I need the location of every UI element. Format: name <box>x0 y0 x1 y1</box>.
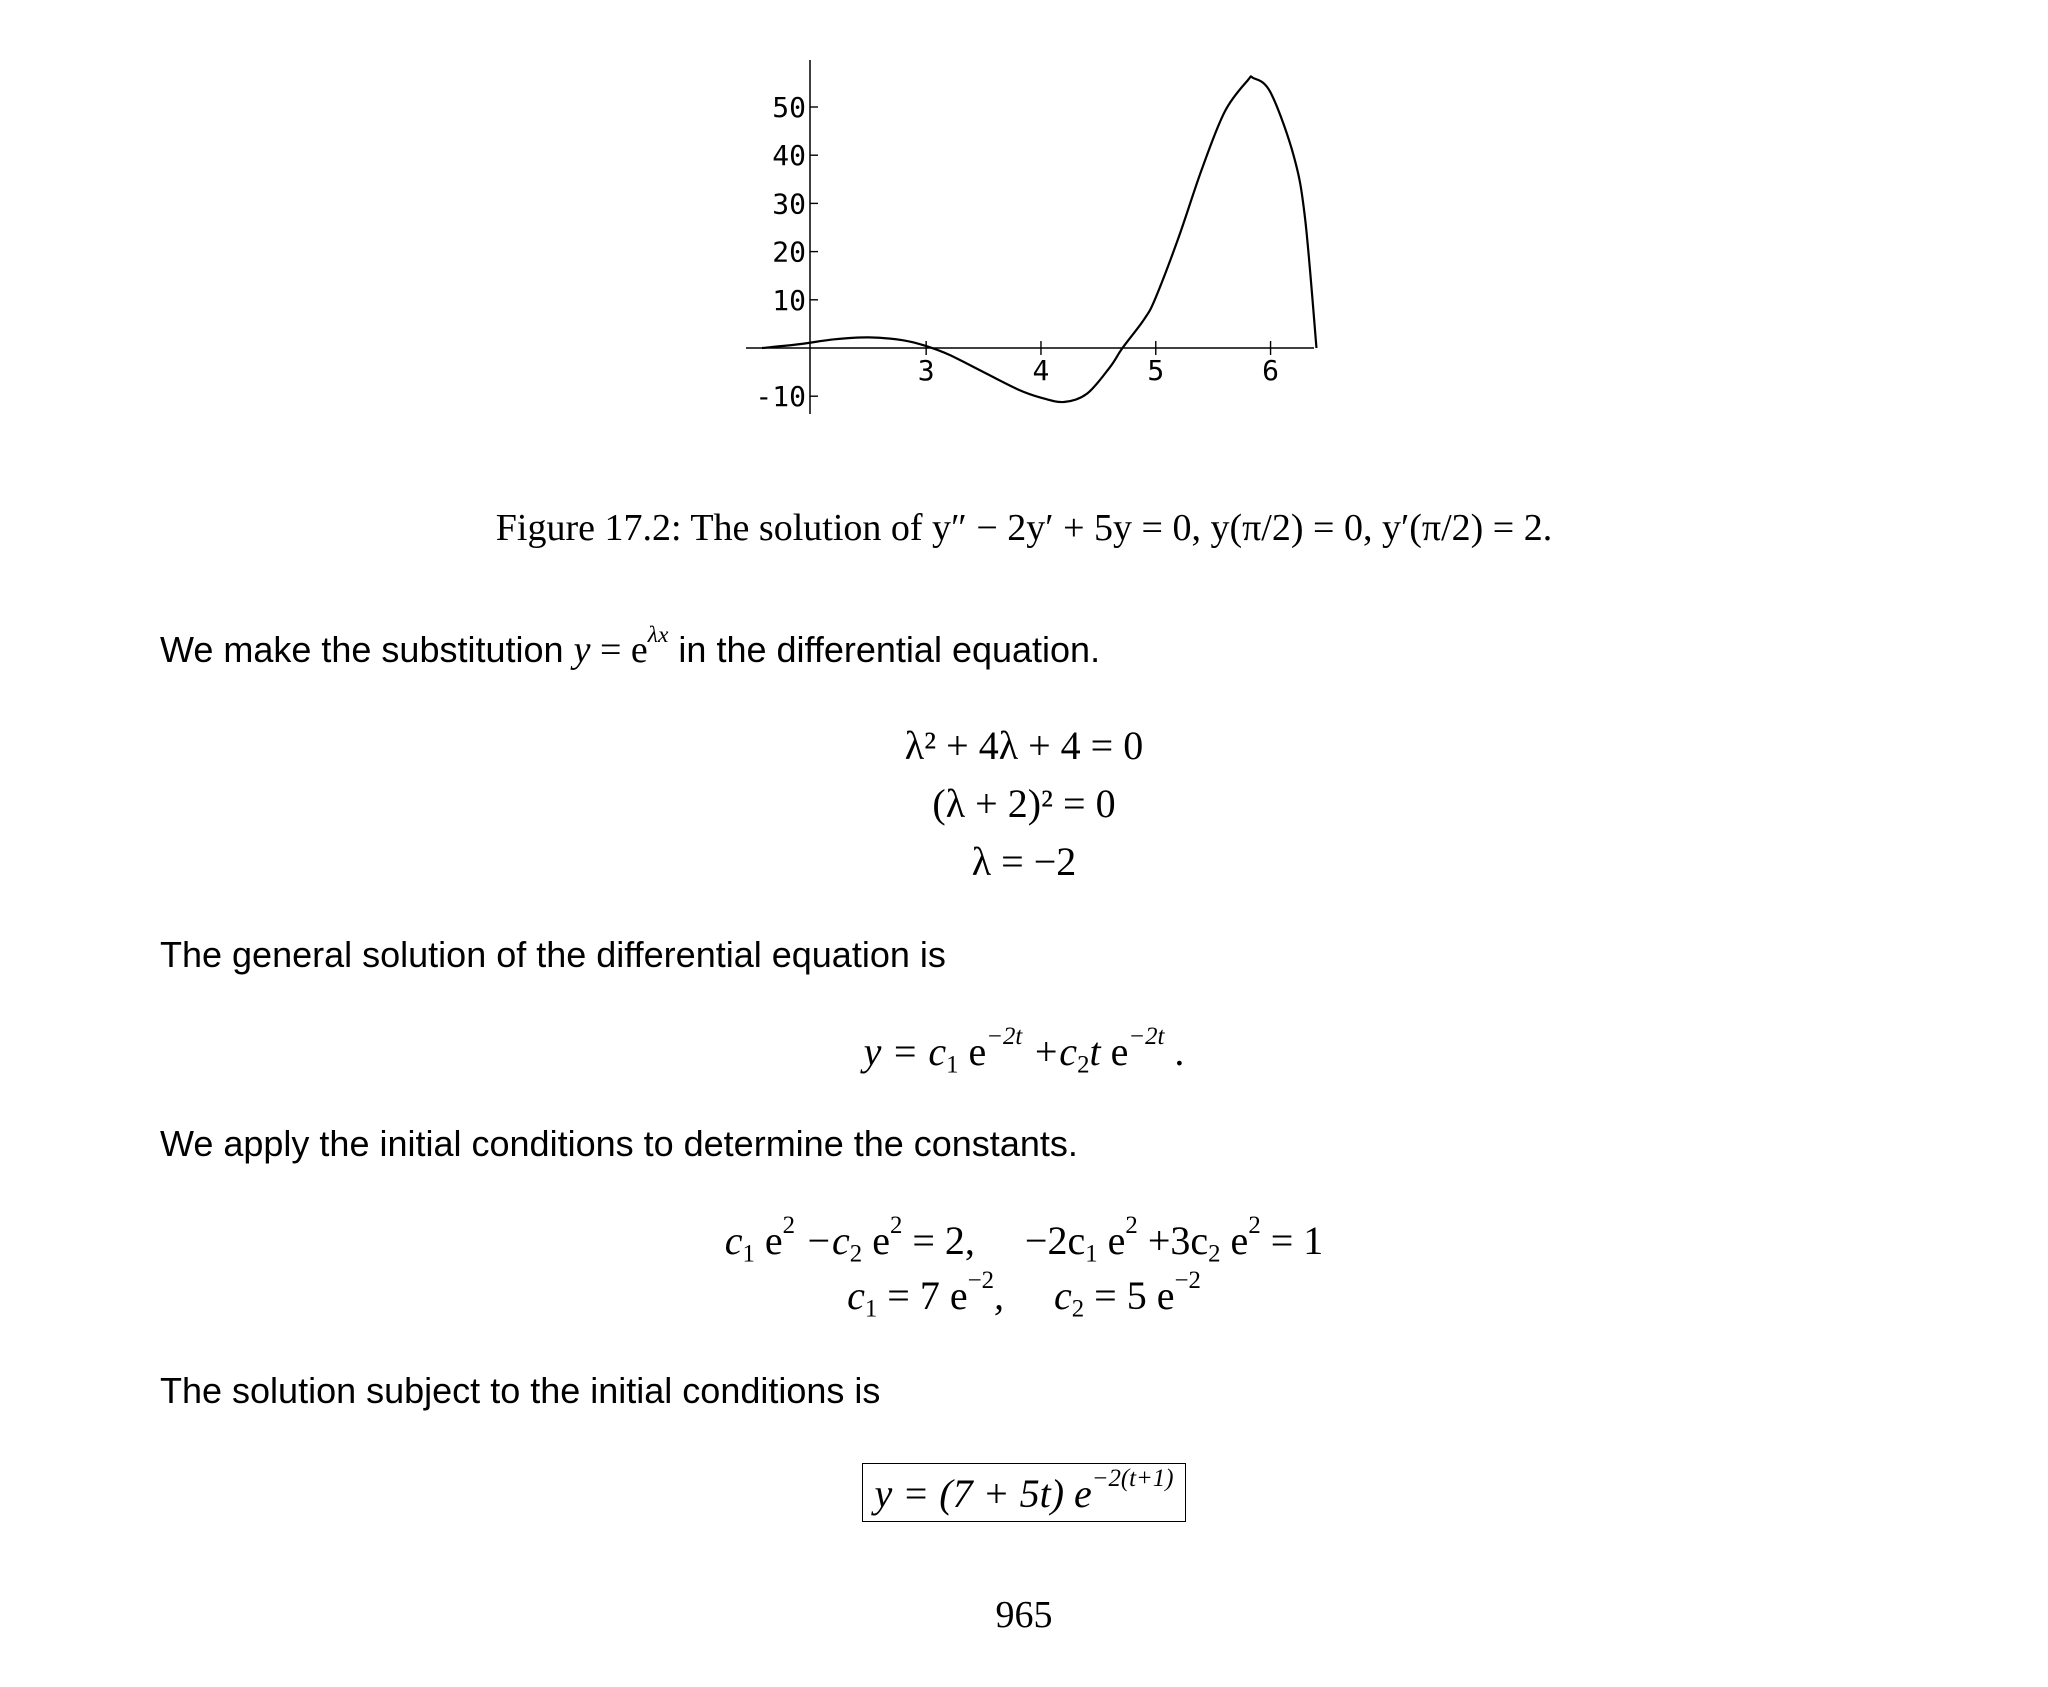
x-tick-label: 3 <box>917 354 935 387</box>
y-tick-label: 50 <box>772 91 806 124</box>
x-tick-label: 6 <box>1262 354 1279 387</box>
paragraph-final-solution: The solution subject to the initial conditions is <box>160 1370 881 1411</box>
x-tick-label: 4 <box>1032 354 1050 387</box>
factored-equation: (λ + 2)² = 0 <box>932 781 1116 826</box>
general-solution-equation: $y = c_1$ $e^{-2t} +c_2t$ $e^{-2t}$ . <box>863 1022 1185 1079</box>
y-tick-label: 30 <box>772 187 806 221</box>
y-tick-label: 10 <box>772 283 806 317</box>
final-solution-equation <box>0 1463 2048 1522</box>
paragraph-substitution: We make the substitution $y = e^{\lambda x}$ in the differential equation. <box>160 621 1101 671</box>
paragraph-initial-conditions: We apply the initial conditions to determine the constants. <box>160 1123 1078 1164</box>
system-equation-1: $c_1$ $e^2 -c_2$ $e^2 = 2$, $-2c_1$ $e^2 +3c_2$ $e^2 = 1$ <box>724 1211 1324 1268</box>
y-tick-label: 40 <box>772 139 806 173</box>
y-tick-label: -10 <box>755 380 806 414</box>
solution-plot <box>0 0 2048 470</box>
y-tick-label: 20 <box>772 235 806 269</box>
final-solution-box: y = (7 + 5t) $e^{-2(t+1)}$ <box>862 1463 1187 1522</box>
characteristic-equation: λ² + 4λ + 4 = 0 <box>904 723 1144 768</box>
paragraph-general-solution: The general solution of the differential equation is <box>160 934 946 975</box>
figure-caption: Figure 17.2: The solution of y″ − 2y′ + 5y = 0, y(π/2) = 0, y′(π/2) = 2. <box>495 507 1553 549</box>
page-number: 965 <box>995 1594 1053 1636</box>
system-equation-2: $c_1 = 7$ $e^{-2}$, $c_2 = 5$ $e^{-2}$ <box>847 1266 1201 1323</box>
x-tick-label: 5 <box>1147 354 1165 387</box>
root-equation: λ = −2 <box>971 839 1077 884</box>
